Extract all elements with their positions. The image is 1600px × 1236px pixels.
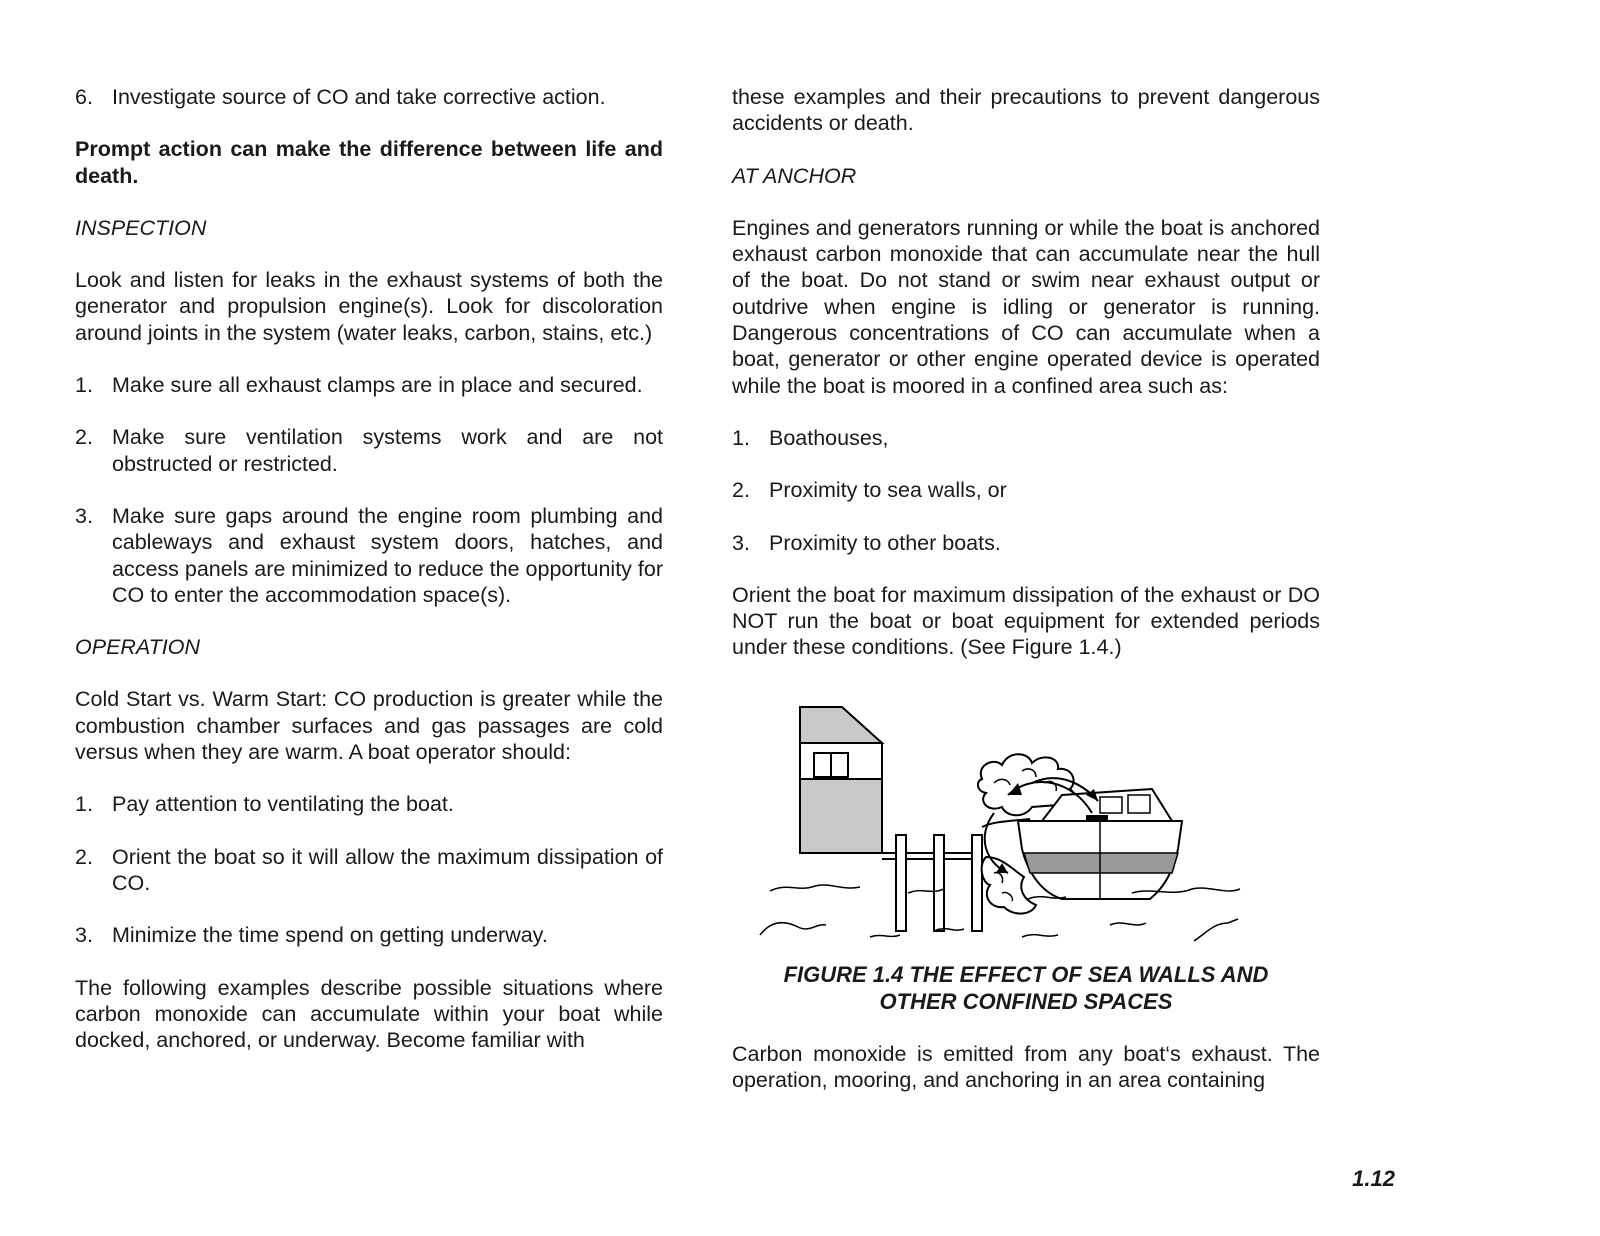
list-text: Make sure ventilation systems work and are not obstructed or restricted. xyxy=(112,425,663,476)
list-number: 2. xyxy=(75,844,93,869)
list-number: 3. xyxy=(75,503,93,528)
boat-window xyxy=(1128,795,1150,813)
water-waves xyxy=(760,919,1238,941)
list-number: 2. xyxy=(75,425,93,450)
list-number: 1. xyxy=(75,792,93,817)
inspection-heading: INSPECTION xyxy=(75,215,207,240)
list-text: Orient the boat so it will allow the maximum dissipation of CO. xyxy=(112,844,663,895)
list-text: Make sure gaps around the engine room plumbing and cableways and exhaust system doors, hatches, and access panels are minimized to reduce the opportunity for CO to enter the accommodation space(s). xyxy=(112,503,663,607)
list-number: 2. xyxy=(732,478,750,503)
figure-caption-line: OTHER CONFINED SPACES xyxy=(879,988,1173,1014)
orient-paragraph: Orient the boat for maximum dissipation of the exhaust or DO NOT run the boat or boat equipment for extended periods under these conditions. (See Figure 1.4.) xyxy=(732,582,1320,660)
step-6-item xyxy=(75,84,663,110)
list-item xyxy=(75,922,663,948)
figure-caption-line: FIGURE 1.4 THE EFFECT OF SEA WALLS AND xyxy=(783,961,1269,987)
list-number: 1. xyxy=(75,373,93,398)
list-item xyxy=(732,477,1320,503)
closing-paragraph: Carbon monoxide is emitted from any boat‘s exhaust. The operation, mooring, and anchoring in an area containing xyxy=(732,1041,1320,1093)
list-item xyxy=(75,424,663,477)
inspection-paragraph: Look and listen for leaks in the exhaust systems of both the generator and propulsion engine(s). Look for discoloration around joints in the system (water leaks, carbon, stains, etc.) xyxy=(75,268,663,345)
list-text: Proximity to other boats. xyxy=(769,530,1001,555)
at-anchor-heading: AT ANCHOR xyxy=(732,163,857,188)
list-item xyxy=(75,791,663,817)
list-text: Proximity to sea walls, or xyxy=(769,478,1007,503)
list-number: 3. xyxy=(75,923,93,948)
list-item xyxy=(75,844,663,897)
operation-paragraph: Cold Start vs. Warm Start: CO production is greater while the combustion chamber surfaces and gas passages are cold versus when they are warm. A boat operator should: xyxy=(75,687,663,765)
list-item xyxy=(75,372,663,398)
list-text: Investigate source of CO and take corrective action. xyxy=(112,85,606,109)
left-column xyxy=(75,84,663,1079)
figure-caption xyxy=(732,961,1320,1015)
list-text: Make sure all exhaust clamps are in place and secured. xyxy=(112,373,643,398)
dock-piling xyxy=(896,835,906,931)
at-anchor-paragraph: Engines and generators running or while the boat is anchored exhaust carbon monoxide that can accumulate near the hull of the boat. Do not stand or swim near exhaust output or outdrive when engine is idling or generator is running. Dangerous concentrations of CO can accumulate when a boat, generator or other engine operated device is operated while the boat is moored in a confined area such as: xyxy=(732,215,1320,398)
hull-stripe xyxy=(1024,853,1178,873)
list-number: 1. xyxy=(732,425,750,450)
list-item xyxy=(732,530,1320,556)
dock-piling xyxy=(972,835,982,931)
prompt-action-warning: Prompt action can make the difference between life and death. xyxy=(75,137,663,188)
sea-wall-illustration xyxy=(732,687,1320,951)
list-text: Pay attention to ventilating the boat. xyxy=(112,792,454,817)
list-item xyxy=(732,425,1320,451)
list-item xyxy=(75,503,663,608)
dock-piling xyxy=(934,835,944,931)
exhaust-outlet xyxy=(1086,815,1108,821)
boat-window xyxy=(1100,797,1122,813)
continuation-paragraph: these examples and their precautions to prevent dangerous accidents or death. xyxy=(732,85,1320,136)
page-number: 1.12 xyxy=(1352,1166,1395,1191)
examples-paragraph: The following examples describe possible situations where carbon monoxide can accumulate within your boat while docked, anchored, or underway. Become familiar with xyxy=(75,975,663,1053)
operation-heading: OPERATION xyxy=(75,635,201,660)
boathouse-roof xyxy=(800,707,882,743)
list-text: Minimize the time spend on getting underway. xyxy=(112,923,548,948)
list-text: Boathouses, xyxy=(769,425,889,450)
list-number: 6. xyxy=(75,85,93,109)
list-number: 3. xyxy=(732,530,750,555)
boathouse-wall-shade xyxy=(800,779,882,853)
right-column xyxy=(732,84,1320,1119)
